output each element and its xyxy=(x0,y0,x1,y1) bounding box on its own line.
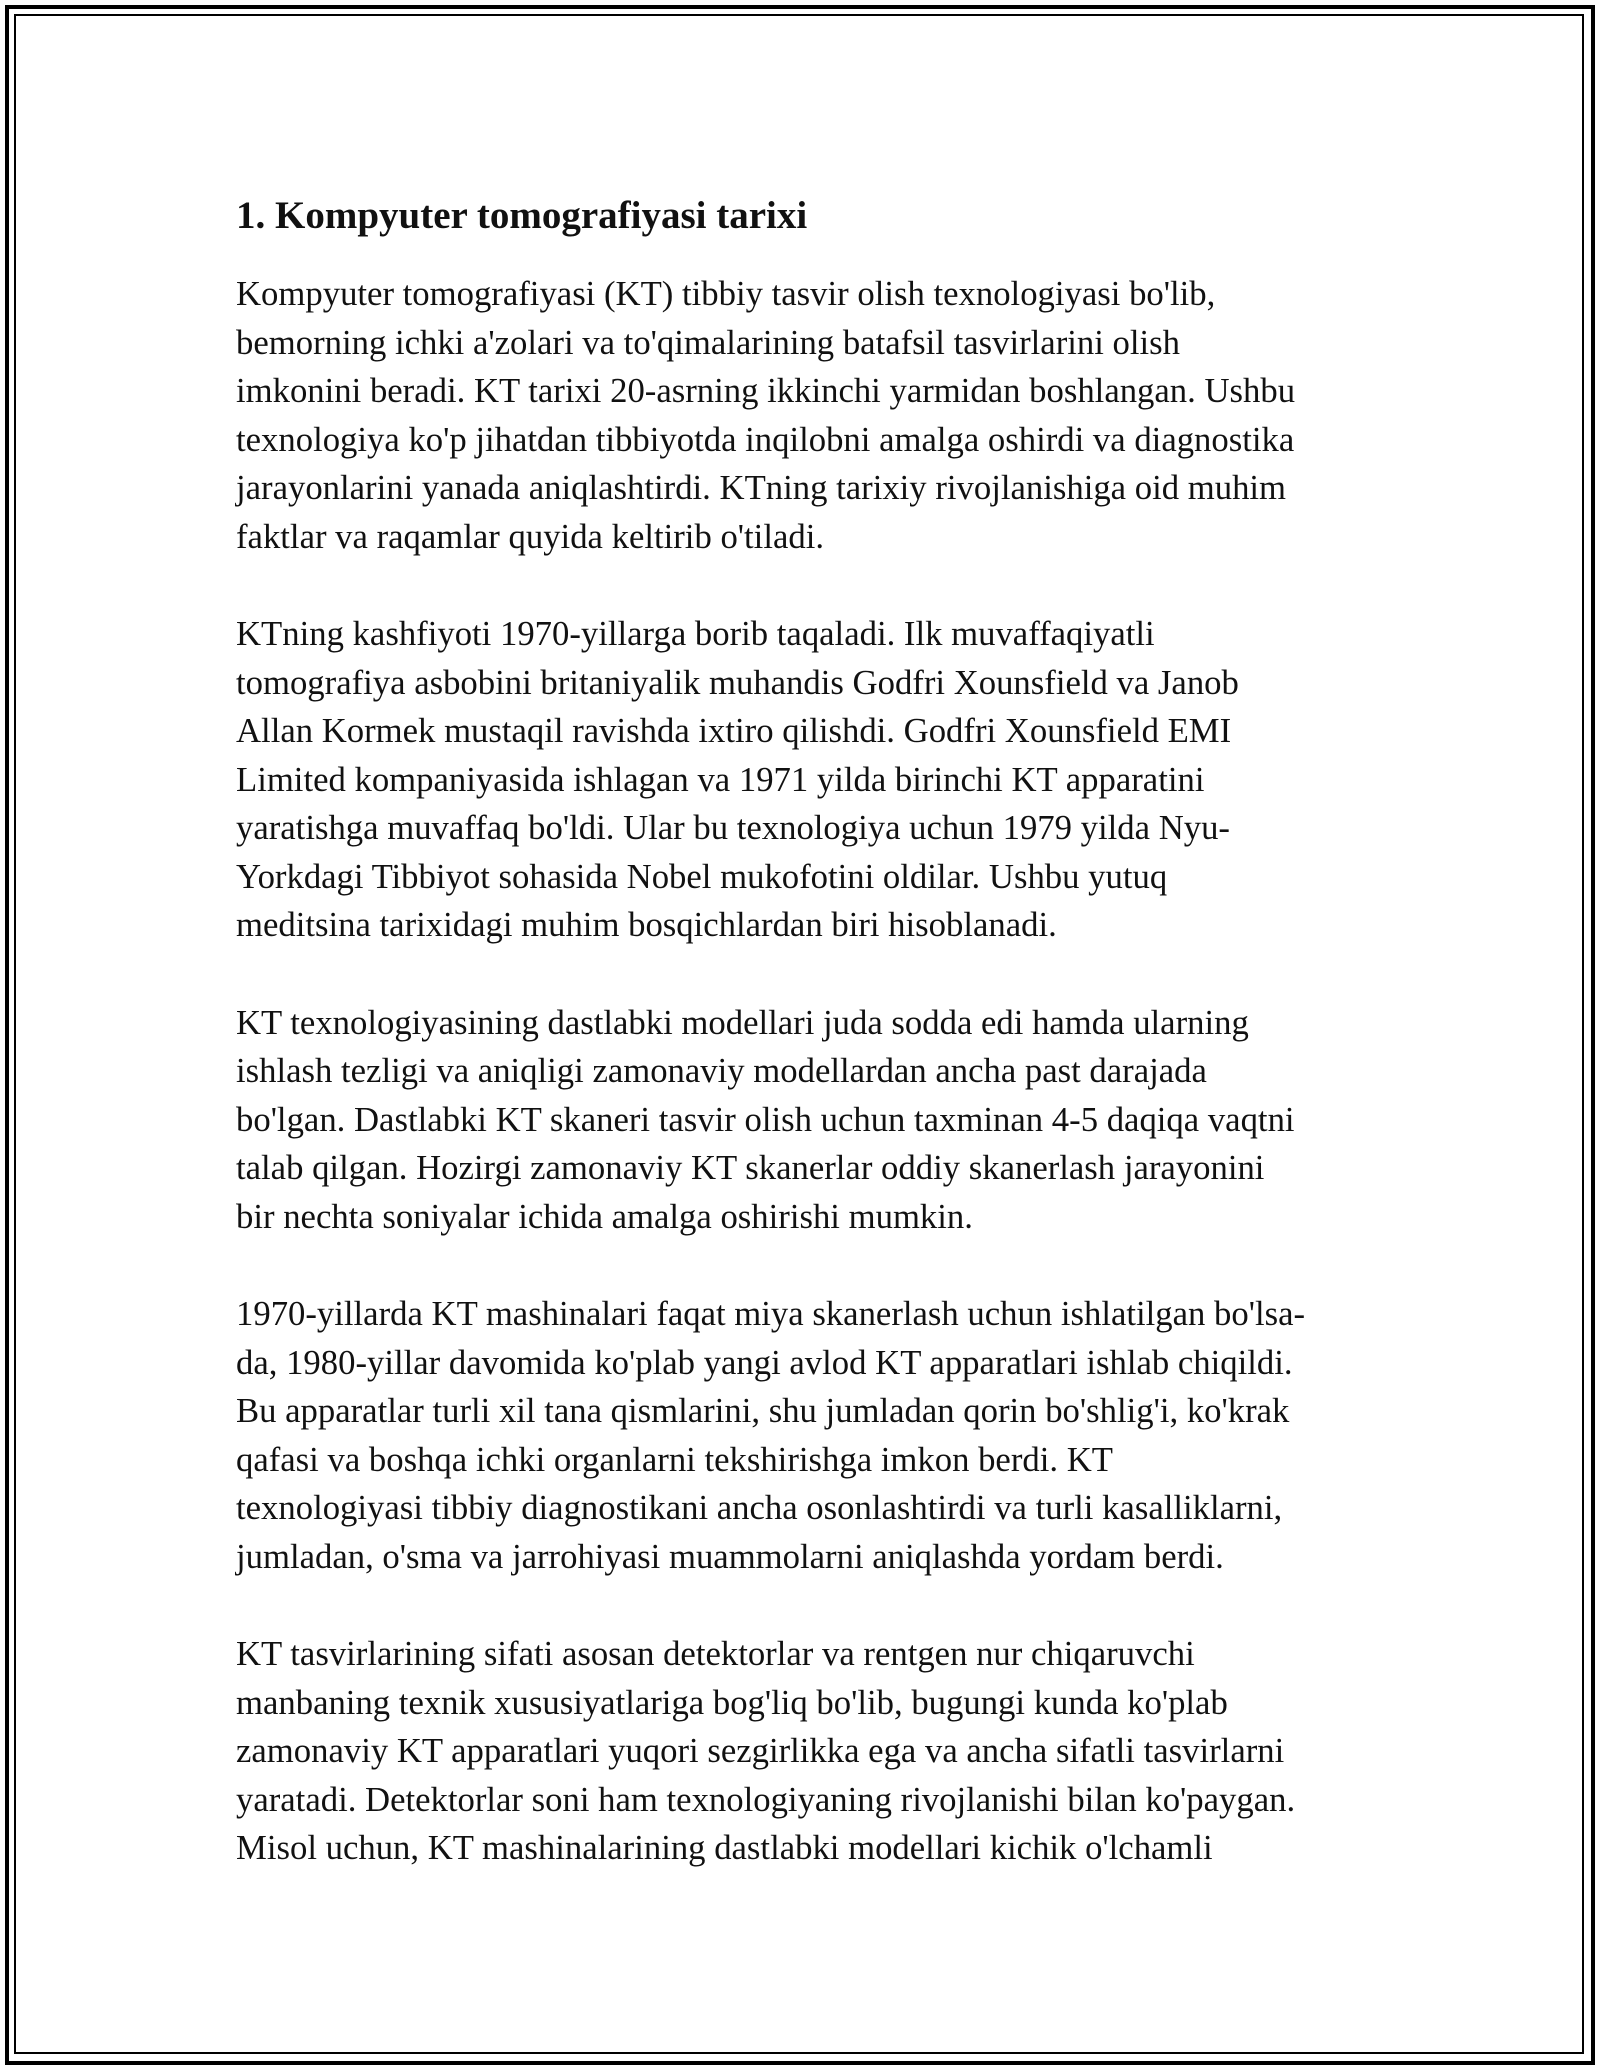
section-title: 1. Kompyuter tomografiyasi tarixi xyxy=(236,194,808,237)
text-line: bemorning ichki a'zolari va to'qimalarining batafsil tasvirlarini olish xyxy=(236,322,1180,362)
text-line: bo'lgan. Dastlabki KT skaneri tasvir olish uchun taxminan 4-5 daqiqa vaqtni xyxy=(236,1099,1295,1139)
text-line: texnologiyasi tibbiy diagnostikani ancha osonlashtirdi va turli kasalliklarni, xyxy=(236,1488,1283,1527)
paragraph-2 xyxy=(236,610,1396,950)
text-line: Bu apparatlar turli xil tana qismlarini, shu jumladan qorin bo'shlig'i, ko'krak xyxy=(236,1391,1290,1430)
text-line: faktlar va raqamlar quyida keltirib o'tiladi. xyxy=(236,516,825,556)
text-line: KT tasvirlarining sifati asosan detektorlar va rentgen nur chiqaruvchi xyxy=(236,1634,1195,1673)
text-line: Limited kompaniyasida ishlagan va 1971 yilda birinchi KT apparatini xyxy=(236,759,1205,799)
text-line: Misol uchun, KT mashinalarining dastlabki modellari kichik o'lchamli xyxy=(236,1828,1213,1867)
paragraph-3 xyxy=(236,999,1396,1242)
text-line: imkonini beradi. KT tarixi 20-asrning ikkinchi yarmidan boshlangan. Ushbu xyxy=(236,371,1296,410)
text-line: zamonaviy KT apparatlari yuqori sezgirlikka ega va ancha sifatli tasvirlarni xyxy=(236,1731,1285,1770)
text-line: jumladan, o'sma va jarrohiyasi muammolarni aniqlashda yordam berdi. xyxy=(236,1536,1224,1576)
text-line: qafasi va boshqa ichki organlarni tekshirishga imkon berdi. KT xyxy=(236,1439,1113,1479)
text-line: bir nechta soniyalar ichida amalga oshirishi mumkin. xyxy=(236,1196,973,1236)
paragraph-5 xyxy=(236,1630,1396,1873)
paragraph-list xyxy=(236,270,1396,1873)
text-line: KT texnologiyasining dastlabki modellari juda sodda edi hamda ularning xyxy=(236,1002,1249,1042)
text-line: Kompyuter tomografiyasi (KT) tibbiy tasvir olish texnologiyasi bo'lib, xyxy=(236,274,1216,313)
text-line: Allan Kormek mustaqil ravishda ixtiro qilishdi. Godfri Xounsfield EMI xyxy=(236,711,1232,750)
text-line: Yorkdagi Tibbiyot sohasida Nobel mukofotini oldilar. Ushbu yutuq xyxy=(236,856,1168,896)
text-line: yaratadi. Detektorlar soni ham texnologiyaning rivojlanishi bilan ko'paygan. xyxy=(236,1779,1296,1819)
text-line: talab qilgan. Hozirgi zamonaviy KT skanerlar oddiy skanerlash jarayonini xyxy=(236,1148,1265,1187)
text-line: texnologiya ko'p jihatdan tibbiyotda inqilobni amalga oshirdi va diagnostika xyxy=(236,419,1295,459)
text-line: KTning kashfiyoti 1970-yillarga borib taqaladi. Ilk muvaffaqiyatli xyxy=(236,614,1155,653)
text-line: jarayonlarini yanada aniqlashtirdi. KTning tarixiy rivojlanishiga oid muhim xyxy=(236,468,1287,507)
paragraph-1 xyxy=(236,270,1396,561)
text-line: manbaning texnik xususiyatlariga bog'liq bo'lib, bugungi kunda ko'plab xyxy=(236,1682,1228,1722)
text-line: ishlash tezligi va aniqligi zamonaviy modellardan ancha past darajada xyxy=(236,1051,1207,1090)
text-line: 1970-yillarda KT mashinalari faqat miya skanerlash uchun ishlatilgan bo'lsa- xyxy=(236,1294,1306,1333)
text-line: tomografiya asbobini britaniyalik muhandis Godfri Xounsfield va Janob xyxy=(236,662,1239,702)
text-line: meditsina tarixidagi muhim bosqichlardan biri hisoblanadi. xyxy=(236,905,1057,944)
paragraph-4 xyxy=(236,1290,1396,1581)
document-body xyxy=(236,188,1396,1922)
text-line: da, 1980-yillar davomida ko'plab yangi avlod KT apparatlari ishlab chiqildi. xyxy=(236,1342,1293,1382)
text-line: yaratishga muvaffaq bo'ldi. Ular bu texnologiya uchun 1979 yilda Nyu- xyxy=(236,808,1230,847)
